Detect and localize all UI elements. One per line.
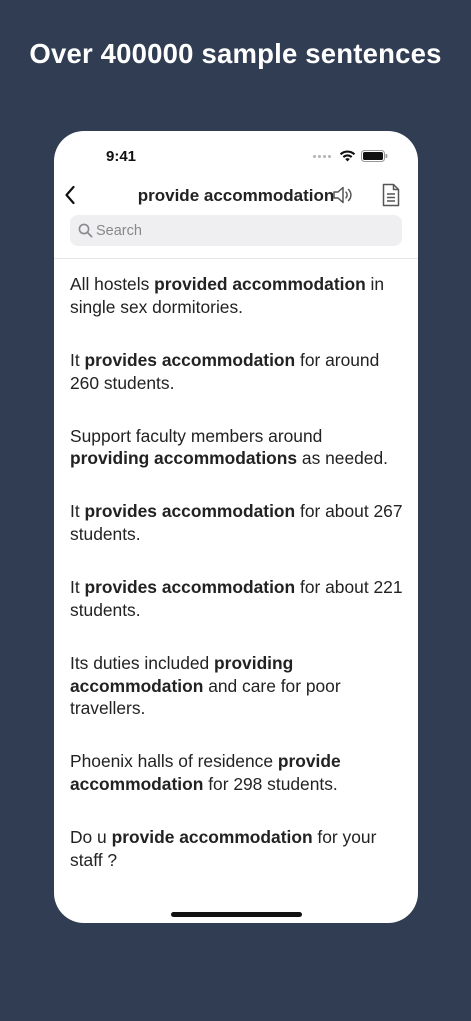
sentence-item[interactable] <box>70 349 406 394</box>
document-icon[interactable] <box>381 183 401 207</box>
nav-bar <box>54 179 418 215</box>
sentence-highlight: providing accommodation <box>70 652 294 696</box>
sentence-highlight: provides accommodation <box>84 349 296 370</box>
sentence-item[interactable] <box>70 273 406 318</box>
status-icons <box>313 150 388 162</box>
sentence-highlight: provide accommodation <box>70 751 341 795</box>
speaker-icon[interactable] <box>331 184 353 206</box>
page-title: provide accommodation <box>137 186 335 205</box>
promo-title: Over 400000 sample sentences <box>29 38 442 69</box>
phone-screen <box>54 131 418 923</box>
sentence-text: for about 221 students. <box>70 577 403 620</box>
header-divider <box>54 258 418 259</box>
sentence-text: Support faculty members around <box>70 425 323 446</box>
status-time: 9:41 <box>106 148 137 165</box>
sentence-text: It <box>70 501 85 522</box>
cellular-signal-icon <box>313 155 331 158</box>
sentence-highlight: provide accommodation <box>111 827 313 848</box>
sentence-text: for your staff ? <box>70 827 377 870</box>
sentence-text: as needed. <box>297 448 388 469</box>
sentence-item[interactable] <box>70 425 406 470</box>
sentence-text: It <box>70 349 85 370</box>
sentence-highlight: provides accommodation <box>84 577 296 598</box>
battery-icon <box>361 150 388 162</box>
sentence-text: and care for poor travellers. <box>70 675 341 719</box>
sentence-text: All hostels <box>70 274 155 294</box>
sentence-item[interactable] <box>70 500 406 545</box>
status-bar <box>54 131 418 179</box>
sentence-text: in single sex dormitories. <box>70 274 385 317</box>
sentence-text: for about 267 students. <box>70 501 403 545</box>
sentence-text: Its duties included <box>70 652 215 673</box>
sentence-text: Phoenix halls of residence <box>70 751 278 772</box>
sentence-text: It <box>70 577 85 598</box>
home-indicator[interactable] <box>171 912 302 917</box>
sentence-highlight: provides accommodation <box>84 501 296 522</box>
sentence-text: for around 260 students. <box>70 349 380 393</box>
search-input[interactable] <box>96 215 396 246</box>
sentence-item[interactable] <box>70 750 406 795</box>
wifi-icon <box>339 150 356 162</box>
sentence-highlight: providing accommodations <box>70 448 298 469</box>
sentence-text: Do u <box>70 827 112 848</box>
sentence-text: for 298 students. <box>203 774 338 795</box>
search-bar[interactable] <box>70 215 402 246</box>
sentence-item[interactable] <box>70 826 406 871</box>
sentence-item[interactable] <box>70 576 406 621</box>
search-icon <box>78 223 93 238</box>
sentence-highlight: provided accommodation <box>154 274 366 294</box>
sentence-list <box>70 273 406 902</box>
sentence-item[interactable] <box>70 652 406 720</box>
